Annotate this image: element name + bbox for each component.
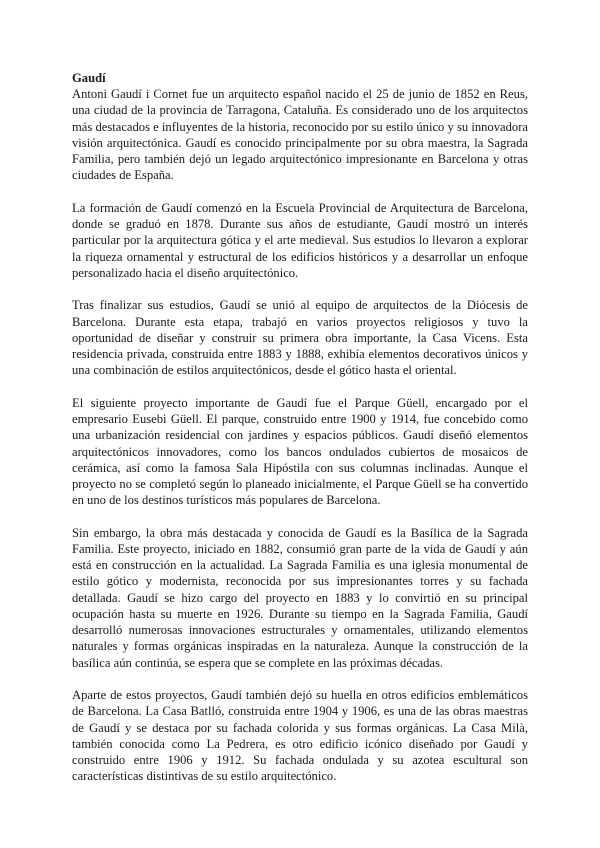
- paragraph-casa-vicens: Tras finalizar sus estudios, Gaudí se unió al equipo de arquitectos de la Diócesis de Barcelona. Durante esta etapa, trabajó en varios proyectos religiosos y tuvo la oportunidad de diseñar y construir su primera obra importante, la Casa Vicens. Esta residencia privada, construida entre 1883 y 1888, exhibía elementos decorativos únicos y una combinación de estilos arquitectónicos, desde el gótico hasta el oriental.: [72, 298, 528, 378]
- paragraph-intro: Antoni Gaudí i Cornet fue un arquitecto español nacido el 25 de junio de 1852 en Reus, una ciudad de la provincia de Tarragona, Cataluña. Es considerado uno de los arquitectos más destacados e influyentes de la historia, reconocido por su estilo único y su innovadora visión arquitectónica. Gaudí es conocido principalmente por su obra maestra, la Sagrada Familia, pero también dejó un legado arquitectónico impresionante en Barcelona y otras ciudades de España.: [72, 87, 528, 183]
- document-page: [72, 70, 528, 801]
- paragraph-parque-guell: El siguiente proyecto importante de Gaudí fue el Parque Güell, encargado por el empresario Eusebi Güell. El parque, construido entre 1900 y 1914, fue concebido como una urbanización residencial con jardines y espacios públicos. Gaudí diseñó elementos arquitectónicos innovadores, como los bancos ondulados cubiertos de mosaicos de cerámica, así como la famosa Sala Hipóstila con sus columnas inclinadas. Aunque el proyecto no se completó según lo planeado inicialmente, el Parque Güell se ha convertido en uno de los destinos turísticos más populares de Barcelona.: [72, 395, 528, 508]
- document-title: Gaudí: [72, 71, 106, 85]
- paragraph-other-buildings: Aparte de estos proyectos, Gaudí también dejó su huella en otros edificios emblemáticos de Barcelona. La Casa Batlló, construida entre 1904 y 1906, es una de las obras maestras de Gaudí y se destaca por su fachada colorida y sus formas orgánicas. La Casa Milà, también conocida como La Pedrera, es otro edificio icónico diseñado por Gaudí y construido entre 1906 y 1912. Su fachada ondulada y su azotea escultural son características distintivas de su estilo arquitectónico.: [72, 688, 528, 784]
- paragraph-sagrada-familia: Sin embargo, la obra más destacada y conocida de Gaudí es la Basílica de la Sagrada Familia. Este proyecto, iniciado en 1882, consumió gran parte de la vida de Gaudí y aún está en construcción en la actualidad. La Sagrada Familia es una iglesia monumental de estilo gótico y modernista, reconocida por sus impresionantes torres y su fachada detallada. Gaudí se hizo cargo del proyecto en 1883 y lo convirtió en su principal ocupación hasta su muerte en 1926. Durante su tiempo en la Sagrada Familia, Gaudí desarrolló numerosas innovaciones estructurales y ornamentales, utilizando elementos naturales y formas orgánicas inspiradas en la naturaleza. Aunque la construcción de la basílica aún continúa, se espera que se complete en las próximas décadas.: [72, 525, 528, 670]
- paragraph-education: La formación de Gaudí comenzó en la Escuela Provincial de Arquitectura de Barcelona, donde se graduó en 1878. Durante sus años de estudiante, Gaudí mostró un interés particular por la arquitectura gótica y el arte medieval. Sus estudios lo llevaron a explorar la riqueza ornamental y estructural de los edificios históricos y a desarrollar un enfoque personalizado hacia el diseño arquitectónico.: [72, 200, 528, 280]
